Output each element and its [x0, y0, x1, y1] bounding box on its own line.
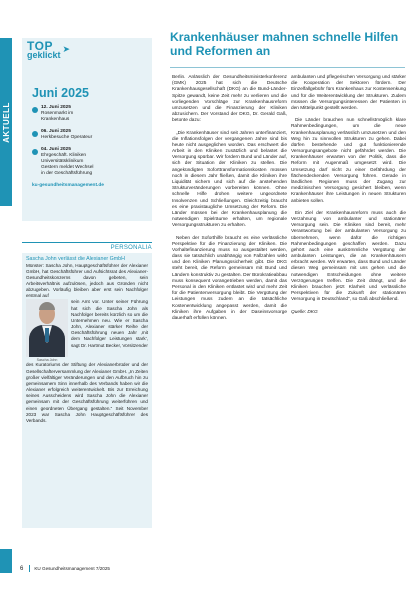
personalia-title: Sascha John verlässt die Alexianer GmbH	[26, 256, 125, 262]
personalia-box	[22, 253, 152, 528]
article-paragraph: Neben der Soforthilfe braucht es eine verlässliche Perspektive für die Finanzierung der Kliniken. Die Vorhaltefinanzierung muss so ausgestaltet werden, dass sie tatsächlich unabhängig von Fallzahlen wirkt und den Kliniken Planungssicherheit gibt. Die DKG steht bereit, die Reform gemeinsam mit Bund und Ländern konstruktiv zu gestalten. Der Bürokratieabbau muss konsequent vorangetrieben werden, damit das Personal in den Kliniken entlastet wird und mehr Zeit für die Patientenversorgung bleibt. Die Vergütung der Leistungen muss zudem an die tatsächliche Kostenentwicklung angepasst werden, damit die Kliniken ihre Aufgaben in der Daseinsvorsorge dauerhaft erfüllen können.	[172, 235, 287, 321]
article-paragraph: „Die Krankenhäuser sind seit Jahren unterfinanziert, die Inflationsfolgen der vergangenen Jahre sind bis heute nicht ausgeglichen worden. Das erschwert die Arbeit in den Kliniken zusätzlich und belastet die Versorgung spürbar. Wir fordern Bund und Länder auf, sich der Situation der Kliniken zu stellen. Die angekündigten Soforttransformationskosten müssen noch in diesem Jahr fließen, damit die Kliniken ihre Liquidität sichern und sich auf die anstehenden Strukturveränderungen vorbereiten können. Ohne schnelle Hilfe drohen weitere ungeordnete Insolvenzen und Schließungen. Gleichzeitig braucht es eine praxistaugliche Umsetzung der Reform. Die Länder müssen bei der Krankenhausplanung die notwendigen Spielräume erhalten, um regionale Versorgungsstrukturen zu erhalten.	[172, 130, 287, 229]
bullet-icon	[32, 149, 38, 155]
event-item[interactable]	[32, 129, 147, 141]
footer-separator	[29, 565, 30, 572]
event-line: Gestern meldet Wechsel	[41, 165, 94, 170]
event-date: 12. Juni 2025	[41, 105, 71, 110]
logo-line-1: TOP	[27, 39, 53, 53]
personalia-side-text: sein Amt vor. Unter seiner Führung hat sich die Sascha John als Nachfolger bereits kürzlich so um die Unternehmen neu. Wie er Sascha John, Alexianer stärker Reihe der Geschäftsführung neuen Jahr ‚mit dem Nachfolger Leistungen stark‘, sagt Dr. Hartmut Becker, Vorsitzender	[71, 299, 148, 348]
article-paragraph: Ein Ziel der Krankenhausreform muss auch die Verzahnung von ambulanter und stationärer Versorgung sein. Die Kliniken sind bereit, mehr Verantwortung bei der ambulanten Versorgung zu übernehmen, wenn dafür die richtigen Rahmenbedingungen geschaffen werden. Dazu gehört auch eine auskömmliche Vergütung der ambulanten Leistungen, die an Krankenhäusern erbracht werden. Wir erwarten, dass Bund und Länder diesen Weg gemeinsam mit uns gehen und die notwendigen Entscheidungen ohne weitere Verzögerungen treffen. Die Zeit drängt, und die Kliniken brauchen jetzt Klarheit und verlässliche Perspektiven für die Zukunft der stationären Versorgung in Deutschland“, so Gaß abschließend.	[291, 210, 406, 303]
event-line: Ehrgeschäft. Kliniken	[41, 153, 87, 158]
event-line: in der Geschäftsführung	[41, 171, 93, 176]
article-column-1	[172, 75, 287, 328]
top-geklickt-box	[22, 38, 152, 221]
event-date: 06. Juni 2025	[41, 129, 71, 134]
page-footer	[20, 565, 110, 572]
month-heading: Juni 2025	[32, 86, 89, 100]
article-paragraph: ambulanten und pflegerischen Versorgung und stärker die Kooperation der Sektoren fördern. Der Einzelfallgebühr fürs Krankenhaus zur Kostensenkung und für die Weiterentwicklung der Strukturen. Zudem müssen die Versorgungsinteressen der Patienten in den Mittelpunkt gestellt werden.	[291, 75, 406, 111]
event-line: Herkbesuche Operateur	[41, 135, 93, 140]
article-column-2	[291, 75, 406, 316]
section-tab	[0, 38, 12, 206]
article-source: Quelle: DKG	[291, 309, 318, 315]
article-paragraph: Berlin. Anlässlich der Gesundheitsministerkonferenz (GMK) 2025 hat sich die Deutsche Krankenhausgesellschaft (DKG) an die Bund-Länder-Spitze gewandt, keine Zeit mehr zu verlieren und die vorliegenden Vorschläge zur Krankenhausreform umzusetzen und die Finanzierung der Kliniken abzusichern. Der Vorstand der DKG, Dr. Gerald Gaß, betonte dazu:	[172, 75, 287, 124]
sidebar	[22, 38, 152, 528]
bullet-icon	[32, 131, 38, 137]
personalia-header: PERSONALIA	[22, 242, 152, 251]
article-title: Krankenhäuser mahnen schnelle Hilfen und Reformen an	[170, 30, 399, 58]
event-line: Universitätsklinikum	[41, 159, 84, 164]
footer-accent-bar	[0, 549, 12, 573]
event-line: Krankenhaus	[41, 117, 70, 122]
event-item[interactable]	[32, 105, 147, 123]
page-number: 6	[20, 565, 24, 572]
top-geklickt-logo	[27, 39, 147, 82]
personalia-outro: des Kuratoriums der Stiftung der Alexianerbrüder und der Gesellschafterversammlung der Alexianer GmbH. „In Zeiten großer vielfältiger Veränderungen und den Aufbruch hin zu gemeinsamem Sinn innerhalb des Verbands haben wir die Alexianer erfolgreich weiterentwickelt. Bis zur Erreichung seines Ausscheidens wird Sascha John die Alexianer gemeinsam mit der Geschäftsführung weiterführen und einen geordneten Übergang gestalten.“ Seit November 2023 war Sascha John Hauptgeschäftsführer des Verbands.	[26, 362, 148, 423]
personalia-intro: Münster: Sascha John, Hauptgeschäftsführer der Alexianer GmbH, hat Geschäftsführer und Aufsichtsrat des Alexianer-Gesundheitskonzerns davon gebeten, sein Arbeitsverhältnis aufzulösen, jedoch aus Gründen nicht abzugeben. Vorläufig bleiben aber erst sein Nachfolger erstmal auf	[26, 262, 148, 299]
event-line: Rosenmarkt im	[41, 111, 74, 116]
photo-row	[26, 299, 148, 362]
bullet-icon	[32, 107, 38, 113]
cursor-icon: ➤	[62, 44, 71, 54]
event-date: 04. Juni 2025	[41, 147, 71, 152]
website-link[interactable]: ku-gesundheitsmanagement.de	[32, 183, 104, 188]
event-list	[32, 105, 147, 177]
section-tab-label: AKTUELL	[1, 101, 11, 143]
portrait-photo	[26, 299, 68, 357]
article-paragraph: Die Länder brauchen nun schnellstmöglich klare Rahmenbedingungen, um die neue Krankenhausplanung verlässlich umzusetzen und den Weg hin zu sinnvollen Strukturen zu gehen. Dabei dürfen bestehende und gut funktionierende Versorgungsangebote nicht gefährdet werden. Die Krankenhäuser erwarten von der Politik, dass die Reform mit Augenmaß umgesetzt wird. Die Umsetzung darf nicht zu einer Gefährdung der flächendeckenden Versorgung führen. Gerade in ländlichen Regionen muss der Zugang zur medizinischen Versorgung gesichert bleiben, wenn Krankenhäuser ihre Leistungen in neuen Strukturen anbieten sollen.	[291, 118, 406, 204]
title-divider	[170, 67, 405, 68]
event-item[interactable]	[32, 147, 147, 177]
logo-line-2: geklickt	[27, 50, 61, 60]
publication-name: KU Gesundheitsmanagement 7/2025	[34, 566, 110, 571]
photo-caption: Sascha John	[36, 358, 58, 363]
